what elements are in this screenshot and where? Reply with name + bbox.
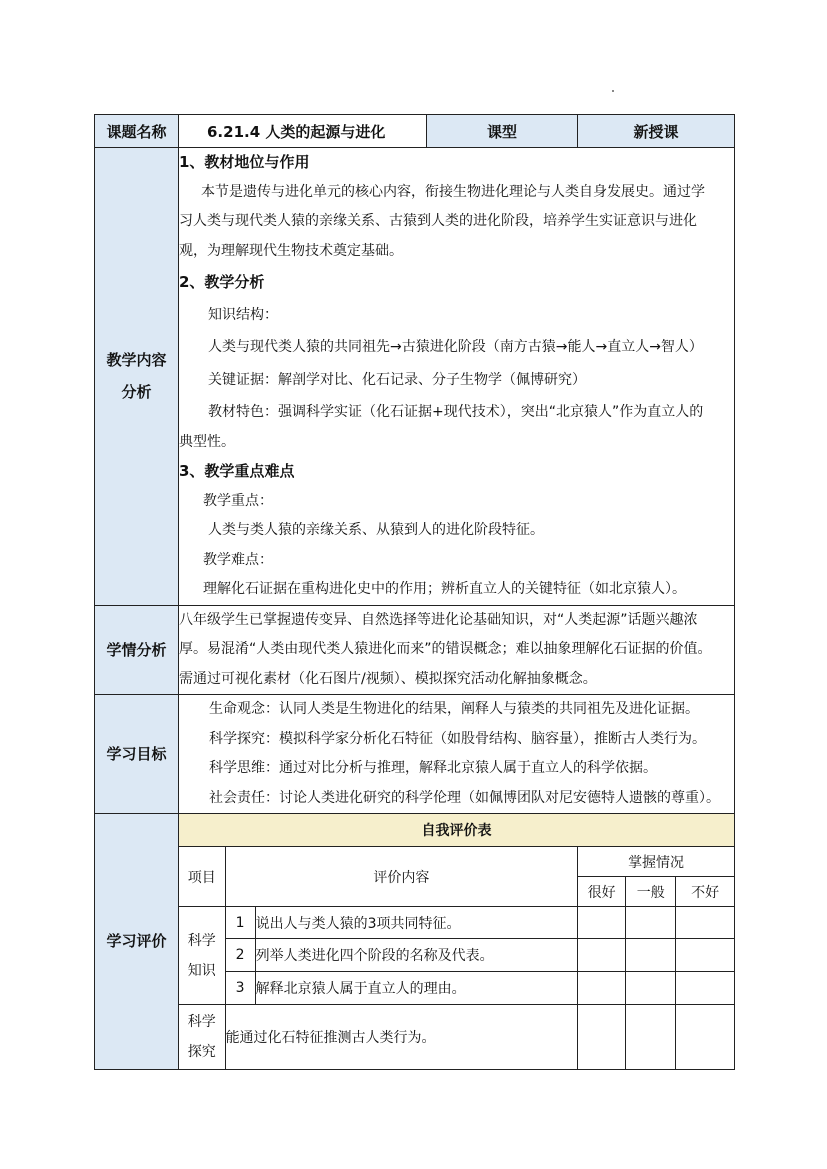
col-item-header: 项目 <box>179 847 225 907</box>
key-points-label: 教学重点： <box>203 492 273 509</box>
eval-inquiry-text: 能通过化石特征推测古人类行为。 <box>225 1005 578 1069</box>
evaluation-body <box>179 814 735 1070</box>
student-analysis-body <box>179 605 735 695</box>
cell-poor[interactable] <box>676 939 734 972</box>
header-row <box>95 115 735 148</box>
course-title: 6.21.4 人类的起源与进化 <box>179 115 427 148</box>
objectives-label: 学习目标 <box>95 695 179 814</box>
group-science-inquiry <box>179 1005 225 1069</box>
row-number: 3 <box>225 972 255 1005</box>
self-evaluation-table <box>179 814 734 1069</box>
level-average: 一般 <box>626 877 676 907</box>
cell-poor[interactable] <box>676 907 734 939</box>
cell-very-good[interactable] <box>578 939 626 972</box>
key-evidence: 关键证据：解剖学对比、化石记录、分子生物学（佩博研究） <box>208 371 586 388</box>
row-number: 1 <box>225 907 255 939</box>
knowledge-label: 知识结构： <box>208 306 278 323</box>
content-analysis-label <box>95 148 179 606</box>
group-science-knowledge <box>179 907 225 1005</box>
content-analysis-body <box>179 148 735 606</box>
textbook-feature: 教材特色：强调科学实证（化石证据+现代技术），突出“北京猿人”作为直立人的 <box>208 404 704 420</box>
content-analysis-label-line1: 教学内容 <box>106 351 167 370</box>
cell-very-good[interactable] <box>578 972 626 1005</box>
content-analysis-row <box>95 148 735 606</box>
group2-line2: 探究 <box>187 1043 216 1060</box>
col-mastery-header: 掌握情况 <box>578 847 734 877</box>
course-name-label: 课题名称 <box>95 115 179 148</box>
student-analysis-row <box>95 605 735 695</box>
cell-very-good[interactable] <box>578 907 626 939</box>
level-poor: 不好 <box>676 877 734 907</box>
objective-item: 科学思维：通过对比分析与推理，解释北京猿人属于直立人的科学依据。 <box>209 760 657 776</box>
course-type-label: 课型 <box>427 115 578 148</box>
objectives-body <box>179 695 735 814</box>
section2-heading: 2、教学分析 <box>179 273 265 291</box>
level-very-good: 很好 <box>578 877 626 907</box>
page-dot <box>612 90 614 92</box>
group1-line2: 知识 <box>187 962 216 979</box>
content-analysis-label-line2: 分析 <box>121 383 152 402</box>
objective-item: 生命观念：认同人类是生物进化的结果，阐释人与猿类的共同祖先及进化证据。 <box>209 701 699 717</box>
eval-item-text: 列举人类进化四个阶段的名称及代表。 <box>255 939 578 972</box>
group1-line1: 科学 <box>187 932 216 949</box>
difficulties: 理解化石证据在重构进化史中的作用；辨析直立人的关键特征（如北京猿人）。 <box>203 581 686 597</box>
eval-item-text: 说出人与类人猿的3项共同特征。 <box>255 907 578 939</box>
lesson-plan-table <box>94 114 735 1070</box>
cell-very-good[interactable] <box>578 1005 626 1069</box>
section1-line: 习人类与现代类人猿的亲缘关系、古猿到人类的进化阶段，培养学生实证意识与进化 <box>179 213 697 229</box>
cell-average[interactable] <box>626 1005 676 1069</box>
student-analysis-line: 八年级学生已掌握遗传变异、自然选择等进化论基础知识，对“人类起源”话题兴趣浓 <box>179 611 698 628</box>
evaluation-row <box>95 814 735 1070</box>
student-analysis-label: 学情分析 <box>95 605 179 695</box>
objectives-row <box>95 695 735 814</box>
section1-heading: 1、教材地位与作用 <box>179 153 310 171</box>
student-analysis-line: 厚。易混淆“人类由现代类人猿进化而来”的错误概念；难以抽象理解化石证据的价值。 <box>179 641 712 657</box>
textbook-feature-cont: 典型性。 <box>179 433 235 450</box>
cell-poor[interactable] <box>676 1005 734 1069</box>
course-type-value: 新授课 <box>578 115 735 148</box>
section1-line: 本节是遗传与进化单元的核心内容，衔接生物进化理论与人类自身发展史。通过学 <box>201 183 705 200</box>
eval-item-text: 解释北京猿人属于直立人的理由。 <box>255 972 578 1005</box>
row-number: 2 <box>225 939 255 972</box>
cell-average[interactable] <box>626 907 676 939</box>
objective-item: 社会责任：讨论人类进化研究的科学伦理（如佩博团队对尼安德特人遗骸的尊重）。 <box>209 789 720 806</box>
student-analysis-line: 需通过可视化素材（化石图片/视频）、模拟探究活动化解抽象概念。 <box>179 670 597 687</box>
difficulties-label: 教学难点： <box>203 551 273 568</box>
cell-poor[interactable] <box>676 972 734 1005</box>
section1-line: 观，为理解现代生物技术奠定基础。 <box>179 242 403 259</box>
group2-line1: 科学 <box>187 1013 216 1030</box>
cell-average[interactable] <box>626 972 676 1005</box>
knowledge-structure: 人类与现代类人猿的共同祖先→古猿进化阶段（南方古猿→能人→直立人→智人） <box>208 339 703 355</box>
self-evaluation-title: 自我评价表 <box>179 814 734 847</box>
objective-item: 科学探究：模拟科学家分析化石特征（如股骨结构、脑容量），推断古人类行为。 <box>209 730 706 747</box>
key-points: 人类与类人猿的亲缘关系、从猿到人的进化阶段特征。 <box>208 522 544 538</box>
evaluation-label: 学习评价 <box>95 814 179 1070</box>
cell-average[interactable] <box>626 939 676 972</box>
col-content-header: 评价内容 <box>225 847 578 907</box>
section3-heading: 3、教学重点难点 <box>179 462 295 480</box>
